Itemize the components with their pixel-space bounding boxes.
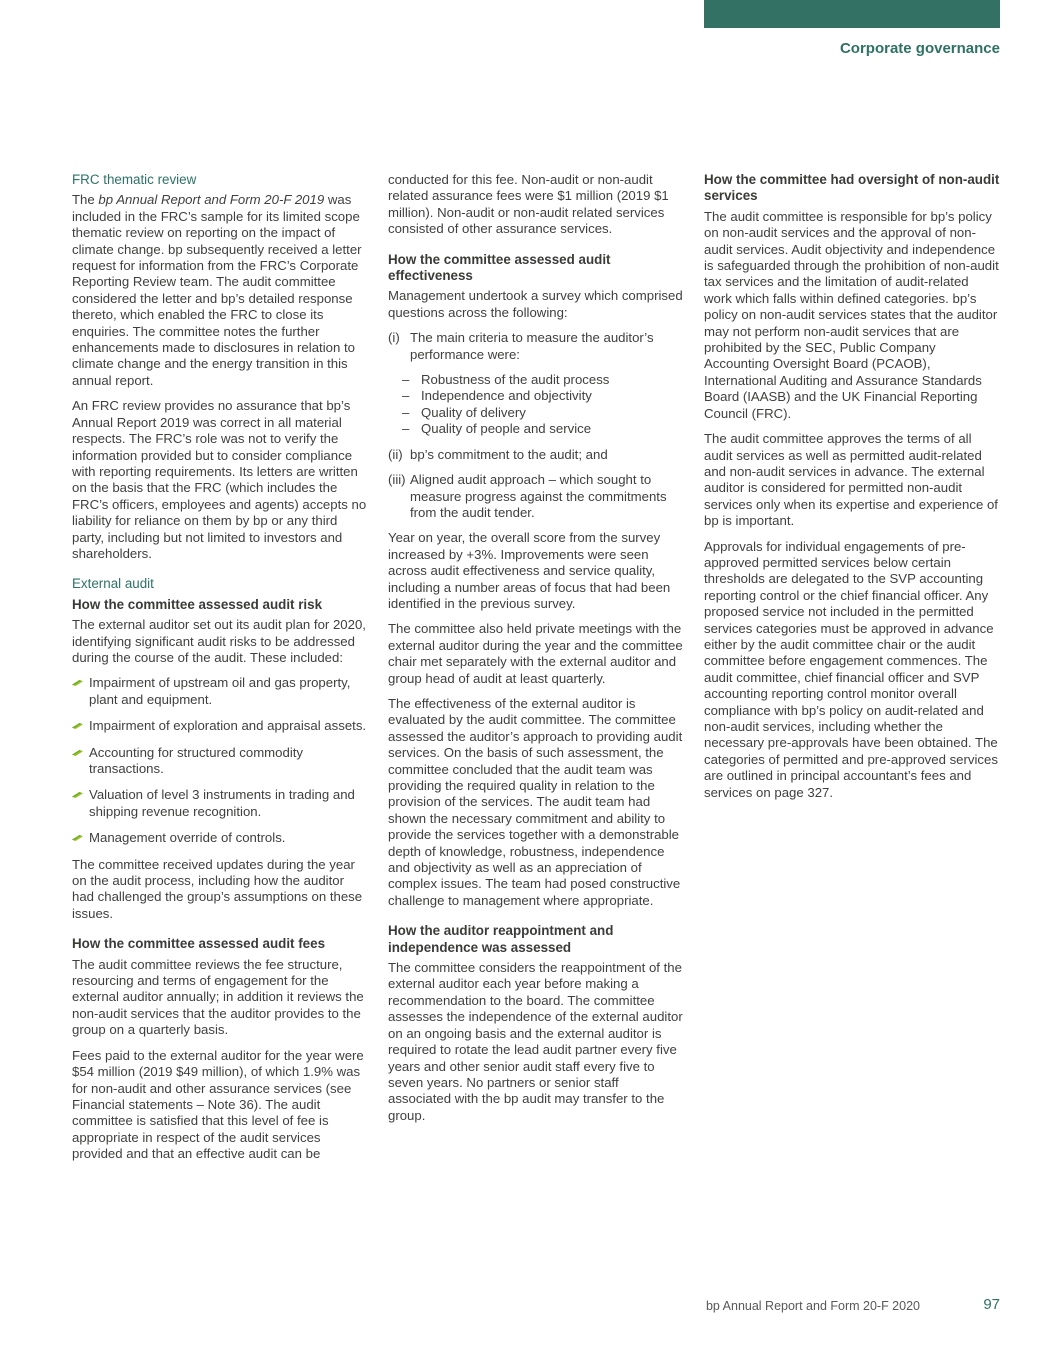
footer-page-number: 97 xyxy=(983,1296,1000,1313)
list-item xyxy=(402,421,684,437)
list-item xyxy=(72,745,368,778)
report-title-italic: bp Annual Report and Form 20-F 2019 xyxy=(98,192,325,208)
list-marker: (iii) xyxy=(388,472,406,488)
column-2 xyxy=(388,172,684,1133)
list-item xyxy=(72,787,368,820)
paragraph: The committee received updates during the year on the audit process, including how the auditor had challenged the group’s assumptions on these issues. xyxy=(72,856,363,921)
dash-marker: – xyxy=(402,372,410,388)
list-item xyxy=(72,718,368,734)
dash-marker: – xyxy=(402,388,410,404)
list-item xyxy=(402,372,684,388)
list-item xyxy=(402,388,684,404)
list-item-text: Independence and objectivity xyxy=(421,388,592,404)
bullet-arrow-icon xyxy=(72,835,83,841)
subhead-auditor-reappointment: How the auditor reappointment and independence was assessed xyxy=(388,923,614,955)
list-item-text: The main criteria to measure the auditor’s performance were: xyxy=(410,330,654,362)
list-item-text: Accounting for structured commodity transactions. xyxy=(89,744,304,776)
paragraph: Approvals for individual engagements of pre-approved permitted services below certain thresholds are delegated to the SVP accounting reporting control or the chief financial officer. Any proposed service not included in the permitted services categories must be approved in advance either by the audit committee chair or the audit committee before engagement commences. The audit committee, chief financial officer and SVP accounting reporting control monitor overall compliance with bp’s policy on audit-related and non-audit services, including whether the necessary pre-approvals have been obtained. The categories of permitted and pre-approved services are outlined in principal accountant’s fees and services on page 327. xyxy=(704,538,998,800)
paragraph: The audit committee is responsible for bp’s policy on non-audit services and the approval of non-audit services. Audit objectivity and independence is safeguarded through the prohibition of non-audit tax services and the limitation of audit-related work which falls within defined categories. bp’s policy on non-audit services states that the auditor may not perform non-audit services that are prohibited by the SEC, Public Company Accounting Oversight Board (PCAOB), International Auditing and Assurance Standards Board (IAASB) and the UK Financial Reporting Council (FRC). xyxy=(704,208,999,421)
paragraph: An FRC review provides no assurance that bp’s Annual Report 2019 was correct in all material respects. The FRC’s role was not to verify the information provided but to consider compliance with reporting requirements. Its letters are written on the basis that the FRC (which includes the FRC’s officers, employees and agents) accepts no liability for reliance on them by bp or any third party, including but not limited to investors and shareholders. xyxy=(72,398,367,561)
list-item-text: Robustness of the audit process xyxy=(421,372,610,388)
paragraph-text: was included in the FRC’s sample for its limited scope thematic review on reporting on the impact of climate change. bp subsequently received a letter request for information from the FRC’s Corporate Reporting Review team. The audit committee considered the letter and bp’s detailed response thereto, which enabled the FRC to close its enquiries. The committee notes the further enhancements made to disclosures in relation to climate change and the energy transition in this annual report. xyxy=(72,192,362,388)
subhead-audit-fees: How the committee assessed audit fees xyxy=(72,936,326,952)
paragraph: Year on year, the overall score from the survey increased by +3%. Improvements were seen across audit effectiveness and service quality, including a number areas of focus that had been identified in the previous survey. xyxy=(388,530,671,611)
list-marker: (ii) xyxy=(388,446,403,462)
audit-risk-bullet-list xyxy=(72,675,368,846)
list-item-roman-ii xyxy=(388,447,684,463)
section-color-bar xyxy=(704,0,1000,28)
heading-frc-thematic-review: FRC thematic review xyxy=(72,172,197,187)
bullet-arrow-icon xyxy=(72,750,83,756)
bullet-arrow-icon xyxy=(72,680,83,686)
page-footer xyxy=(72,1296,1000,1320)
list-item xyxy=(402,405,684,421)
bullet-arrow-icon xyxy=(72,723,83,729)
list-item-text: Valuation of level 3 instruments in trading and shipping revenue recognition. xyxy=(89,787,355,819)
bullet-arrow-icon xyxy=(72,792,83,798)
paragraph: The audit committee approves the terms of all audit services as well as permitted audit-related and non-audit services in advance. The external auditor is considered for permitted non-audit services only when its expertise and experience of bp is important. xyxy=(704,431,998,529)
section-label: Corporate governance xyxy=(839,40,1000,57)
dash-marker: – xyxy=(402,404,410,420)
list-item-roman-i xyxy=(388,330,684,363)
heading-external-audit: External audit xyxy=(72,576,154,592)
paragraph: The external auditor set out its audit plan for 2020, identifying significant audit risks to be addressed during the course of the audit. These included: xyxy=(72,617,366,665)
list-item-text: Management override of controls. xyxy=(89,830,286,846)
list-marker: (i) xyxy=(388,330,400,346)
paragraph: The effectiveness of the external auditor is evaluated by the audit committee. The committee assessed the auditor’s approach to providing audit services. On the basis of such assessment, the committee concluded that the audit team was providing the required quality in relation to the provision of the services. The audit team had shown the necessary commitment and ability to provide the services together with a demonstrable depth of knowledge, robustness, independence and objectivity as well as an appreciation of complex issues. The team had posed constructive challenge to management where appropriate. xyxy=(388,695,683,908)
paragraph: conducted for this fee. Non-audit or non-audit related assurance fees were $1 million (2019 $1 million). Non-audit or non-audit related services consisted of other assurance services. xyxy=(388,172,669,237)
subhead-audit-effectiveness: How the committee assessed audit effectiveness xyxy=(388,251,611,284)
paragraph: The audit committee reviews the fee structure, resourcing and terms of engagement for the external auditor annually; in addition it reviews the non-audit services that the auditor provides to the group on a quarterly basis. xyxy=(72,956,364,1038)
column-3 xyxy=(704,172,1000,810)
dash-marker: – xyxy=(402,421,410,437)
list-item-text: Quality of people and service xyxy=(421,421,592,437)
list-item xyxy=(72,675,368,708)
paragraph: Fees paid to the external auditor for the year were $54 million (2019 $49 million), of which 1.9% was for non-audit and other assurance services (see Financial statements – Note 36). The audit committee is satisfied that this level of fee is appropriate in respect of the audit services provided and that an effective audit can be xyxy=(72,1047,364,1162)
list-item-text: bp’s commitment to the audit; and xyxy=(410,446,608,462)
paragraph xyxy=(72,192,368,389)
paragraph: The committee considers the reappointment of the external auditor each year before making a recommendation to the board. The committee assesses the independence of the external auditor on an ongoing basis and the external auditor is required to rotate the lead audit partner every five years and other senior audit staff every five to seven years. No partners or senior staff associated with the bp audit may transfer to the group. xyxy=(388,960,683,1123)
paragraph-text: The xyxy=(72,192,99,208)
list-item-text: Impairment of upstream oil and gas property, plant and equipment. xyxy=(89,675,351,707)
paragraph: The committee also held private meetings with the external auditor during the year and the committee chair met separately with the external auditor and group head of audit at least quarterly. xyxy=(388,621,683,686)
list-item-text: Quality of delivery xyxy=(421,404,526,420)
subhead-audit-risk: How the committee assessed audit risk xyxy=(72,596,323,612)
footer-report-title: bp Annual Report and Form 20-F 2020 xyxy=(705,1299,920,1313)
list-item-text: Aligned audit approach – which sought to measure progress against the commitments from the audit tender. xyxy=(410,472,667,520)
paragraph: Management undertook a survey which comprised questions across the following: xyxy=(388,288,683,320)
list-item-roman-iii xyxy=(388,472,684,521)
column-1 xyxy=(72,172,368,1172)
criteria-dash-list xyxy=(402,372,684,438)
list-item xyxy=(72,830,368,846)
list-item-text: Impairment of exploration and appraisal assets. xyxy=(89,718,367,734)
subhead-non-audit-oversight: How the committee had oversight of non-audit services xyxy=(704,172,1000,204)
